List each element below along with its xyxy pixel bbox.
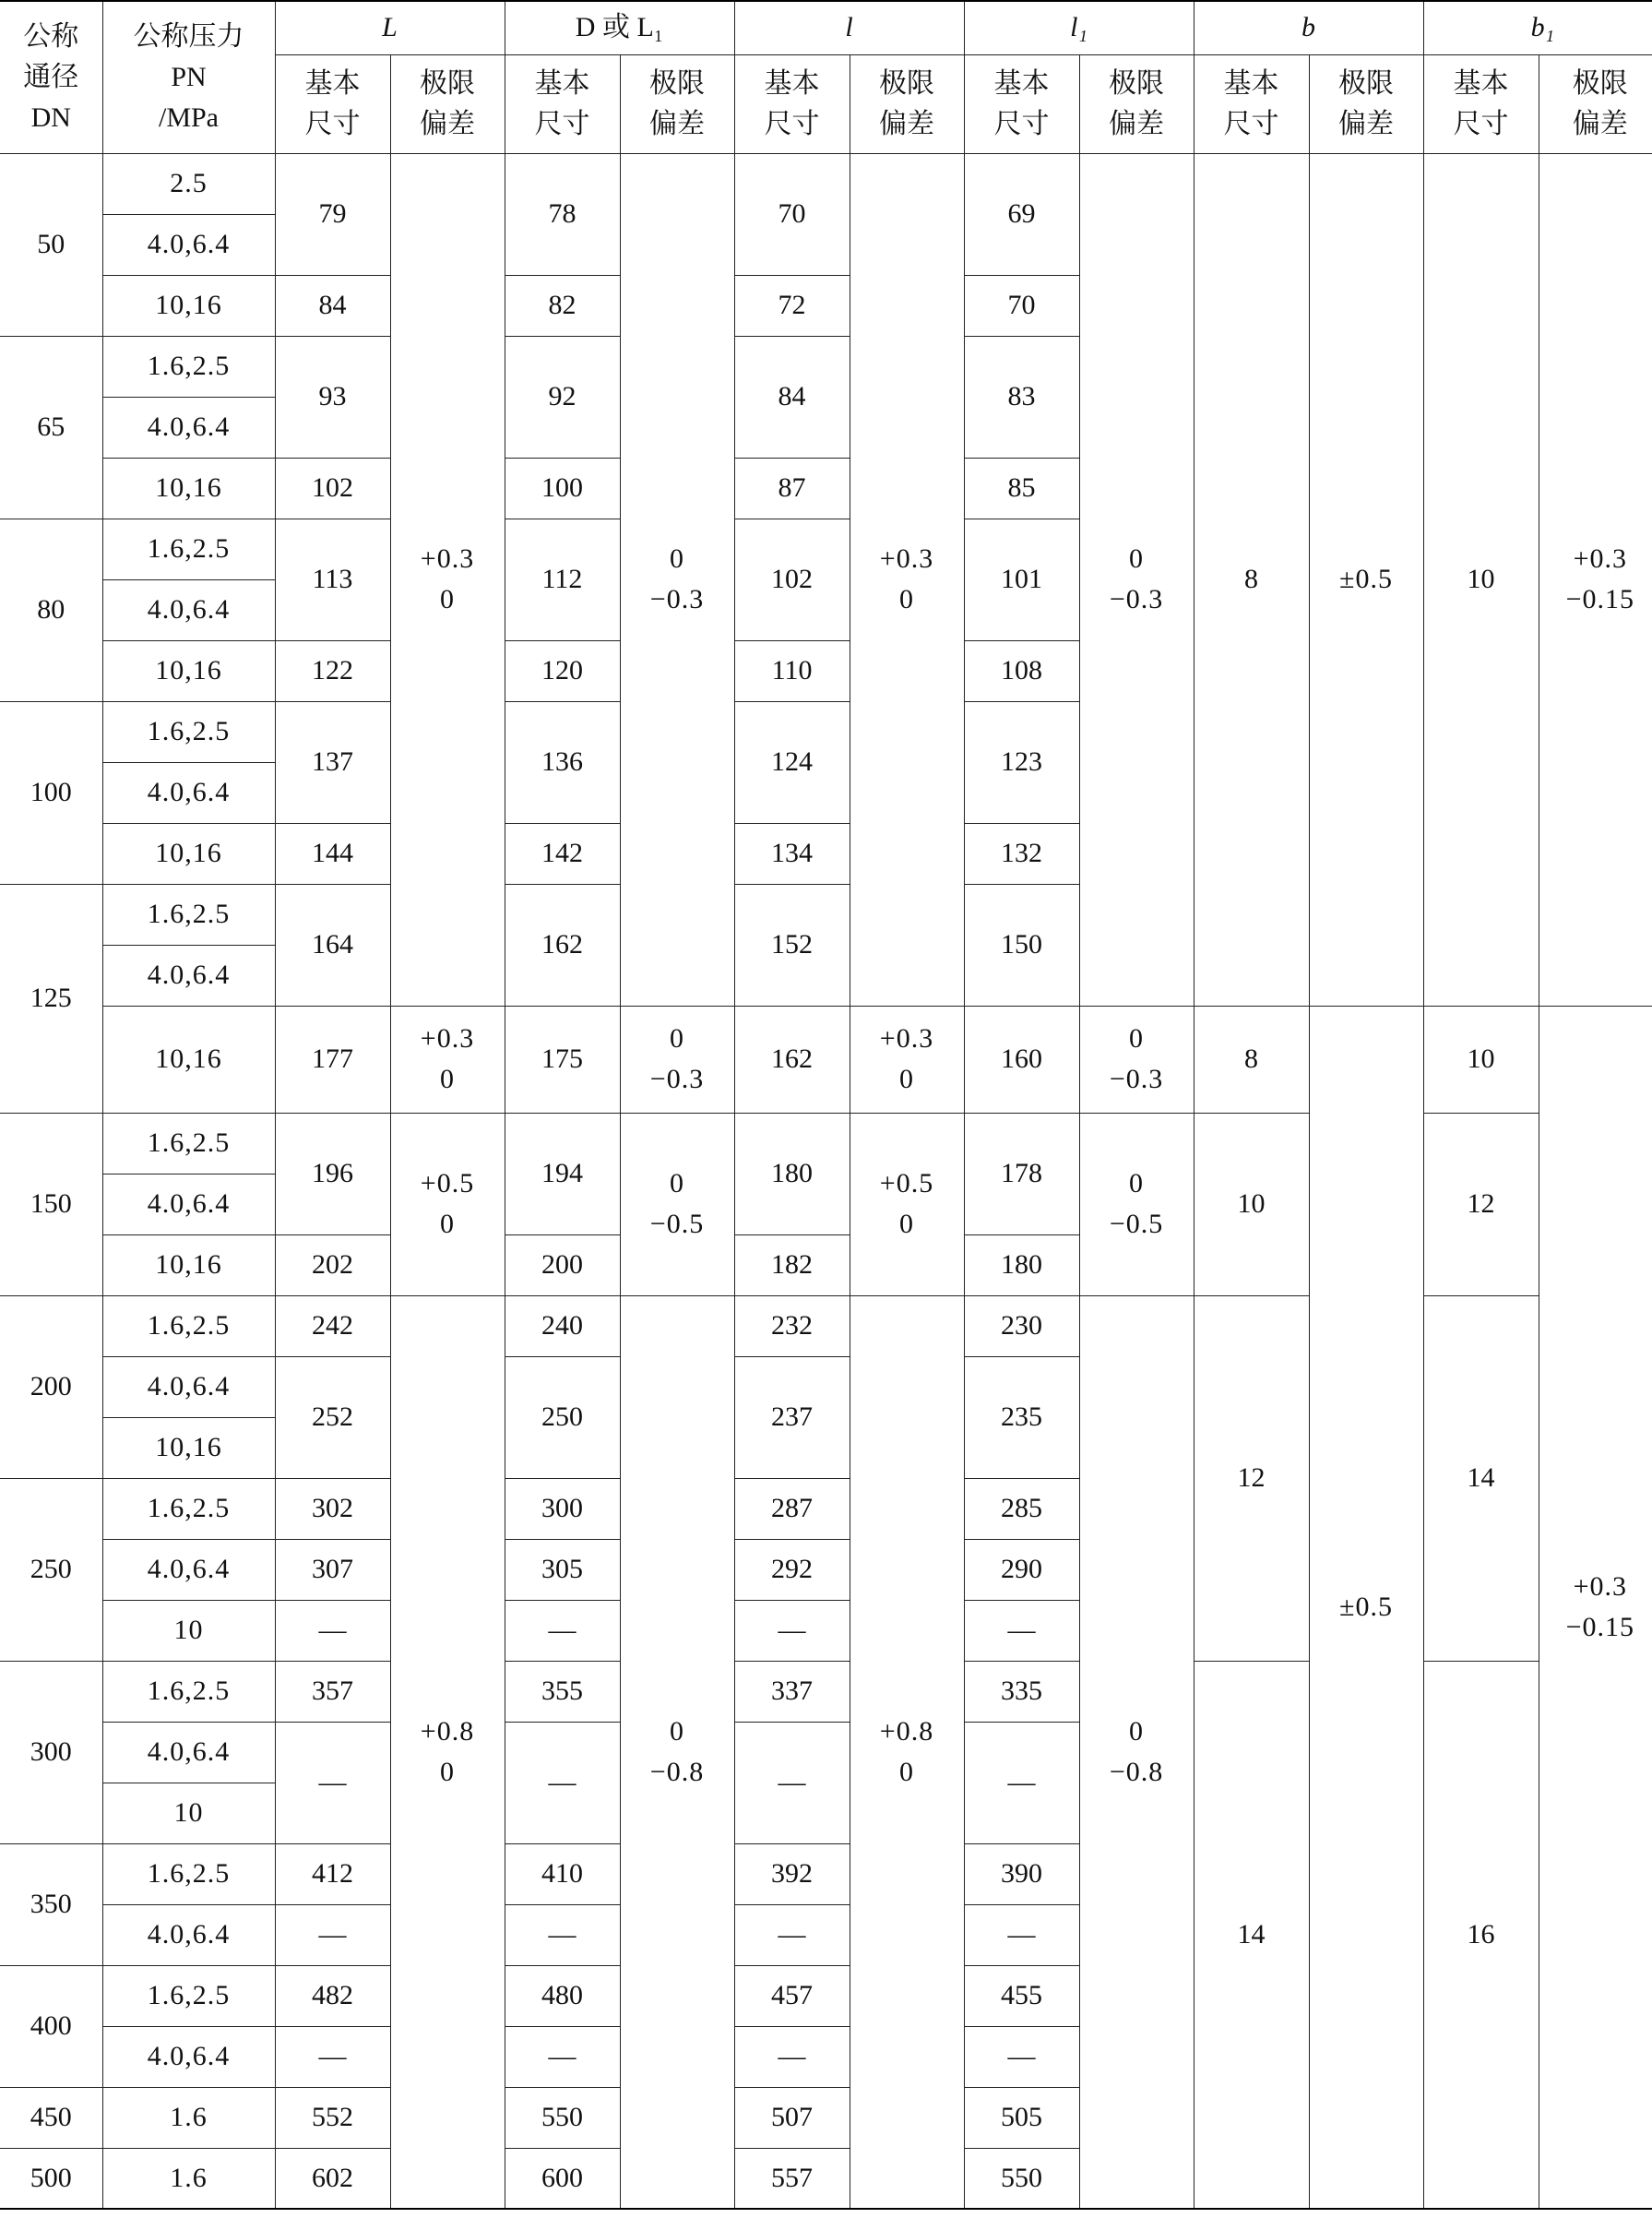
L-cell: 242 [275,1295,390,1356]
l1-cell: 235 [964,1356,1079,1478]
l-cell: — [734,1600,850,1661]
D-cell: 92 [505,336,620,458]
l1-cell: — [964,1904,1079,1965]
header-tol: 极限 偏差 [620,54,734,153]
D-cell: 305 [505,1539,620,1600]
pn-cell: 10,16 [102,640,275,701]
pn-cell: 10,16 [102,1006,275,1113]
dn-cell: 125 [0,884,102,1113]
l1-tolerance: 0 −0.8 [1079,1295,1194,2209]
l1-cell: 178 [964,1113,1079,1234]
D-cell: — [505,1904,620,1965]
l1-cell: 150 [964,884,1079,1006]
L-cell: 307 [275,1539,390,1600]
l-cell: 232 [734,1295,850,1356]
L-cell: 412 [275,1843,390,1904]
l-cell: 457 [734,1965,850,2026]
header-basic: 基本 尺寸 [1194,54,1309,153]
L-cell: 302 [275,1478,390,1539]
pn-cell: 10,16 [102,458,275,519]
l-cell: 162 [734,1006,850,1113]
pn-cell: 4.0,6.4 [102,1539,275,1600]
pn-cell: 1.6,2.5 [102,1661,275,1722]
L-cell: 137 [275,701,390,823]
b1-cell: 16 [1423,1661,1539,2209]
L-tolerance: +0.3 0 [390,1006,505,1113]
D-cell: 355 [505,1661,620,1722]
header-basic: 基本 尺寸 [964,54,1079,153]
pn-cell: 1.6,2.5 [102,1295,275,1356]
D-cell: 194 [505,1113,620,1234]
header-l1: l₁ [964,1,1194,54]
D-cell: 480 [505,1965,620,2026]
dn-cell: 400 [0,1965,102,2087]
l1-cell: 290 [964,1539,1079,1600]
pn-cell: 4.0,6.4 [102,579,275,640]
dn-cell: 300 [0,1661,102,1843]
D-cell: — [505,1600,620,1661]
D-cell: 200 [505,1234,620,1295]
pn-cell: 1.6,2.5 [102,1843,275,1904]
l1-cell: — [964,1600,1079,1661]
L-cell: 102 [275,458,390,519]
D-cell: 136 [505,701,620,823]
l-cell: 507 [734,2087,850,2148]
pn-cell: 4.0,6.4 [102,214,275,275]
header-basic: 基本 尺寸 [1423,54,1539,153]
header-tol: 极限 偏差 [850,54,964,153]
D-cell: 82 [505,275,620,336]
l1-cell: 132 [964,823,1079,884]
l1-cell: — [964,1722,1079,1843]
L-cell: 113 [275,519,390,640]
l1-cell: 505 [964,2087,1079,2148]
b1-cell: 12 [1423,1113,1539,1295]
pn-cell: 1.6,2.5 [102,701,275,762]
L-tolerance: +0.3 0 [390,153,505,1006]
D-tolerance: 0 −0.3 [620,1006,734,1113]
L-cell: — [275,1722,390,1843]
l-cell: 182 [734,1234,850,1295]
L-tolerance: +0.5 0 [390,1113,505,1295]
l-cell: 237 [734,1356,850,1478]
header-basic: 基本 尺寸 [505,54,620,153]
l1-cell: 85 [964,458,1079,519]
header-tol: 极限 偏差 [390,54,505,153]
pn-cell: 2.5 [102,153,275,214]
l-cell: 392 [734,1843,850,1904]
l1-tolerance: 0 −0.3 [1079,1006,1194,1113]
pn-cell: 4.0,6.4 [102,1356,275,1417]
l-tolerance: +0.3 0 [850,153,964,1006]
header-basic: 基本 尺寸 [734,54,850,153]
L-cell: 164 [275,884,390,1006]
dn-cell: 450 [0,2087,102,2148]
header-L: L [275,1,505,54]
header-tol: 极限 偏差 [1079,54,1194,153]
pn-cell: 1.6,2.5 [102,1965,275,2026]
pn-cell: 10 [102,1783,275,1843]
pn-cell: 10,16 [102,275,275,336]
pn-cell: 1.6,2.5 [102,1113,275,1174]
l-tolerance: +0.5 0 [850,1113,964,1295]
b-cell: 8 [1194,1006,1309,1113]
l1-cell: 285 [964,1478,1079,1539]
l-tolerance: +0.3 0 [850,1006,964,1113]
D-cell: 112 [505,519,620,640]
l1-cell: 69 [964,153,1079,275]
L-cell: 122 [275,640,390,701]
b-cell: 10 [1194,1113,1309,1295]
dn-cell: 80 [0,519,102,701]
L-cell: — [275,1600,390,1661]
pn-cell: 1.6,2.5 [102,884,275,945]
header-l: l [734,1,964,54]
l1-cell: 160 [964,1006,1079,1113]
b1-tolerance: +0.3 −0.15 [1539,153,1652,1006]
pn-cell: 4.0,6.4 [102,1722,275,1783]
header-b: b [1194,1,1423,54]
l1-cell: 180 [964,1234,1079,1295]
l-cell: 124 [734,701,850,823]
l1-cell: — [964,2026,1079,2087]
l-cell: 134 [734,823,850,884]
l-cell: 337 [734,1661,850,1722]
pn-cell: 10,16 [102,1417,275,1478]
b1-cell: 10 [1423,153,1539,1006]
b-cell: 14 [1194,1661,1309,2209]
dn-cell: 150 [0,1113,102,1295]
l-cell: 87 [734,458,850,519]
L-cell: 177 [275,1006,390,1113]
D-cell: — [505,2026,620,2087]
l-cell: 102 [734,519,850,640]
L-tolerance: +0.8 0 [390,1295,505,2209]
header-tol: 极限 偏差 [1309,54,1423,153]
l1-cell: 550 [964,2148,1079,2209]
header-tol: 极限 偏差 [1539,54,1652,153]
l-cell: 110 [734,640,850,701]
pn-cell: 10 [102,1600,275,1661]
L-cell: — [275,2026,390,2087]
L-cell: 602 [275,2148,390,2209]
dn-cell: 65 [0,336,102,519]
l1-tolerance: 0 −0.3 [1079,153,1194,1006]
l-cell: 152 [734,884,850,1006]
l-cell: 72 [734,275,850,336]
L-cell: 144 [275,823,390,884]
D-cell: 78 [505,153,620,275]
D-cell: 410 [505,1843,620,1904]
pn-cell: 1.6 [102,2087,275,2148]
b1-tolerance: +0.3 −0.15 [1539,1006,1652,2209]
l-cell: 84 [734,336,850,458]
D-cell: 162 [505,884,620,1006]
l1-cell: 83 [964,336,1079,458]
D-tolerance: 0 −0.5 [620,1113,734,1295]
pn-cell: 1.6,2.5 [102,1478,275,1539]
l1-cell: 230 [964,1295,1079,1356]
b1-cell: 14 [1423,1295,1539,1661]
D-cell: 175 [505,1006,620,1113]
pn-cell: 4.0,6.4 [102,2026,275,2087]
D-tolerance: 0 −0.8 [620,1295,734,2209]
pn-cell: 1.6,2.5 [102,336,275,397]
l-cell: — [734,2026,850,2087]
l1-cell: 123 [964,701,1079,823]
l-tolerance: +0.8 0 [850,1295,964,2209]
L-cell: 202 [275,1234,390,1295]
l-cell: 292 [734,1539,850,1600]
D-cell: 142 [505,823,620,884]
l-cell: 557 [734,2148,850,2209]
D-cell: 600 [505,2148,620,2209]
l1-cell: 390 [964,1843,1079,1904]
L-cell: 196 [275,1113,390,1234]
L-cell: — [275,1904,390,1965]
header-D-or-L1: D 或 L₁ [505,1,734,54]
D-cell: 550 [505,2087,620,2148]
l1-cell: 70 [964,275,1079,336]
dn-cell: 100 [0,701,102,884]
header-b1: b₁ [1423,1,1652,54]
b-tolerance: ±0.5 [1309,1006,1423,2209]
dn-cell: 50 [0,153,102,336]
l1-cell: 335 [964,1661,1079,1722]
pn-cell: 4.0,6.4 [102,1904,275,1965]
L-cell: 79 [275,153,390,275]
l-cell: 180 [734,1113,850,1234]
pn-cell: 10,16 [102,1234,275,1295]
b1-cell: 10 [1423,1006,1539,1113]
L-cell: 552 [275,2087,390,2148]
pn-cell: 1.6 [102,2148,275,2209]
l-cell: — [734,1722,850,1843]
pn-cell: 4.0,6.4 [102,1174,275,1234]
L-cell: 482 [275,1965,390,2026]
L-cell: 93 [275,336,390,458]
L-cell: 84 [275,275,390,336]
D-cell: 100 [505,458,620,519]
l1-cell: 101 [964,519,1079,640]
b-cell: 12 [1194,1295,1309,1661]
header-dn: 公称 通径 DN [0,1,102,153]
D-cell: — [505,1722,620,1843]
pn-cell: 10,16 [102,823,275,884]
D-cell: 250 [505,1356,620,1478]
D-cell: 300 [505,1478,620,1539]
pn-cell: 4.0,6.4 [102,397,275,458]
D-tolerance: 0 −0.3 [620,153,734,1006]
l-cell: 70 [734,153,850,275]
header-row-1 [0,1,1652,54]
pn-cell: 1.6,2.5 [102,519,275,579]
dn-cell: 350 [0,1843,102,1965]
pn-cell: 4.0,6.4 [102,945,275,1006]
dn-cell: 200 [0,1295,102,1478]
L-cell: 252 [275,1356,390,1478]
l1-cell: 108 [964,640,1079,701]
l1-tolerance: 0 −0.5 [1079,1113,1194,1295]
l1-cell: 455 [964,1965,1079,2026]
dn-cell: 500 [0,2148,102,2209]
b-tolerance: ±0.5 [1309,153,1423,1006]
D-cell: 240 [505,1295,620,1356]
dn-cell: 250 [0,1478,102,1661]
l-cell: — [734,1904,850,1965]
l-cell: 287 [734,1478,850,1539]
L-cell: 357 [275,1661,390,1722]
header-pn: 公称压力 PN /MPa [102,1,275,153]
b-cell: 8 [1194,153,1309,1006]
D-cell: 120 [505,640,620,701]
header-basic: 基本 尺寸 [275,54,390,153]
pn-cell: 4.0,6.4 [102,762,275,823]
